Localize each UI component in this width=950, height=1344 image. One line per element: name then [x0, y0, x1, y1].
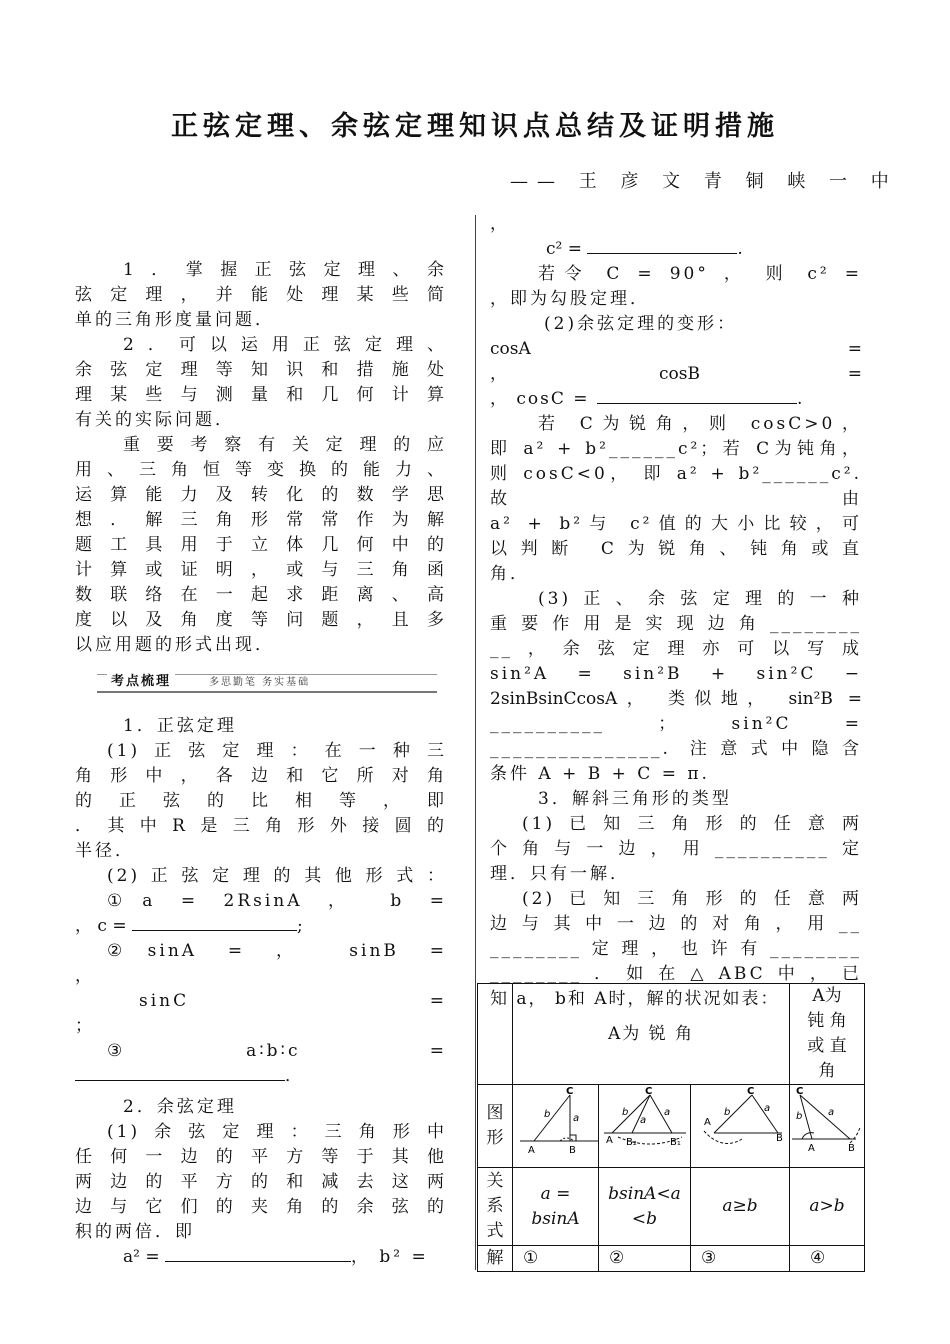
intro-line: 单的三角形度量问题．: [75, 310, 275, 330]
cosine-line: a² = ， b² =: [123, 1247, 429, 1267]
sine-line: sinC =: [139, 991, 447, 1011]
right-line: (2)已知三角形的任意两: [522, 889, 862, 909]
right-line: 2sinBsinCcosA， 类似地， sin²B =: [490, 689, 862, 709]
label-C: C: [565, 1086, 573, 1097]
left-column: [75, 258, 447, 1270]
relation-cell: a = bsinA: [513, 1168, 599, 1246]
intro-line: 运算能力及转化的数学思: [75, 485, 447, 505]
right-line: (1)已知三角形的任意两: [522, 814, 862, 834]
solution-blank-1: ①: [513, 1246, 599, 1272]
triangle-figure-4: [790, 1085, 864, 1159]
author-line: —— 王 彦 文 青 铜 峡 一 中: [510, 171, 898, 192]
right-line: cosA =: [490, 339, 862, 359]
sine-line: ；: [75, 1016, 92, 1036]
right-line: ，: [490, 214, 507, 234]
sine-line: ．: [75, 1064, 447, 1089]
sine-line: ．其中R是三角形外接圆的: [75, 816, 447, 836]
acute-header: A为 锐 角: [513, 984, 790, 1085]
intro-line: 题工具用于立体几何中的: [75, 535, 447, 555]
right-line: ， cosC = .: [490, 389, 805, 409]
obtuse-header: A为 钝 角 或 直 角: [790, 984, 865, 1085]
table-row: [478, 1168, 865, 1246]
solution-blank-3: ③: [691, 1246, 790, 1272]
intro-line: 用、三角恒等变换的能力、: [75, 460, 447, 480]
right-line: 重要作用是实现边角________: [490, 614, 862, 634]
row-label-figure: 图 形: [478, 1085, 513, 1168]
intro-line: 有关的实际问题．: [75, 410, 235, 430]
right-line: sin²A = sin²B + sin²C −: [490, 664, 862, 684]
table-row: [478, 984, 865, 1085]
relation-cell: a>b: [790, 1168, 865, 1246]
section-banner: [97, 674, 437, 694]
intro-line: 度以及角度等问题，且多: [75, 610, 447, 630]
triangle-figure-1: [514, 1085, 598, 1159]
figure-cell: [513, 1085, 599, 1168]
cosine-line: 积的两倍．即: [75, 1222, 195, 1242]
label-B: B: [568, 1145, 576, 1156]
table-row: [478, 1246, 865, 1272]
row-label-relation: 关 系 式: [478, 1168, 513, 1246]
label-a: a: [572, 1113, 579, 1124]
cosine-line: 边与它们的夹角的余弦的: [75, 1197, 447, 1217]
sine-line: 半径．: [75, 841, 135, 861]
relation-cell: bsinA<a <b: [599, 1168, 691, 1246]
right-line: __________ ； sin²C =: [490, 714, 862, 734]
row-label-solution: 解: [478, 1246, 513, 1272]
label-A: A: [605, 1135, 613, 1146]
blank: [597, 387, 797, 404]
label-C: C: [644, 1086, 652, 1097]
column-divider: [475, 215, 476, 1270]
label-B2: B₂: [625, 1137, 637, 1148]
intro-line: 计算或证明，或与三角函: [75, 560, 447, 580]
intro-line: 理某些与测量和几何计算: [75, 385, 447, 405]
blank: [132, 914, 297, 931]
right-line: 即 a² + b²______c²；若 C为钝角，: [490, 439, 862, 459]
intro-line: 余弦定理等知识和措施处: [75, 360, 447, 380]
right-line: 以判断 C为锐角、钝角或直: [490, 539, 862, 559]
sine-line: ，: [75, 966, 92, 986]
solution-blank-2: ②: [599, 1246, 691, 1272]
intro-line: 想．解三角形常常作为解: [75, 510, 447, 530]
intro-line: 1．掌握正弦定理、余: [123, 260, 447, 280]
right-line: 理．只有一解．: [490, 864, 630, 884]
intro-line: 以应用题的形式出现．: [75, 635, 275, 655]
right-line: _______________. 注意式中隐含: [490, 739, 862, 759]
label-A: A: [527, 1145, 535, 1156]
solution-cases-table: [477, 983, 865, 1272]
table-cell: [478, 984, 513, 1085]
right-line: c² = .: [546, 239, 743, 259]
right-line: (2)余弦定理的变形：: [544, 314, 738, 334]
right-line: 条件 A + B + C = π.: [490, 764, 710, 784]
section-heading: 2．余弦定理: [123, 1097, 237, 1117]
sine-line: ③a∶b∶c =: [107, 1041, 447, 1061]
sine-line: ②sinA = ， sinB =: [107, 941, 447, 961]
banner-subtitle: 多思勤笔 务实基础: [209, 677, 311, 688]
right-line: 若 C为锐角，则 cosC>0，: [538, 414, 862, 434]
right-line: ________．如在△ABC中，已: [490, 964, 862, 984]
banner-title: 考点梳理: [107, 674, 175, 690]
cosine-line: 任何一边的平方等于其他: [75, 1147, 447, 1167]
label-a: a: [663, 1107, 670, 1118]
sine-line: ①a = 2RsinA ， b =: [107, 891, 447, 911]
right-line: 知 a， b和 A时，解的状况如表：: [490, 989, 780, 1009]
right-line: 个角与一边，用__________定: [490, 839, 862, 859]
label-C: C: [746, 1086, 754, 1097]
table-row: [478, 1085, 865, 1168]
blank: [75, 1064, 285, 1081]
right-line: __，余弦定理亦可以写成: [490, 639, 862, 659]
label-a: a: [828, 1107, 835, 1118]
section-heading: 3．解斜三角形的类型: [538, 789, 732, 809]
cosine-line: 两边的平方的和减去这两: [75, 1172, 447, 1192]
right-column: [490, 212, 862, 1012]
right-line: 角．: [490, 564, 530, 584]
relation-cell: a≥b: [691, 1168, 790, 1246]
label-B: B: [775, 1133, 783, 1144]
label-A: A: [808, 1143, 815, 1154]
label-A: A: [703, 1117, 711, 1128]
blank: [587, 237, 737, 254]
page-title: 正弦定理、余弦定理知识点总结及证明措施: [171, 111, 779, 142]
intro-line: 重要考察有关定理的应: [123, 435, 447, 455]
right-line: ，即为勾股定理．: [490, 289, 650, 309]
right-line: ________定理，也许有________: [490, 939, 862, 959]
label-a: a: [763, 1103, 770, 1114]
sine-line: 角形中，各边和它所对角: [75, 766, 447, 786]
sine-line: ， c = ;: [75, 916, 303, 936]
right-line: 边与其中一边的对角，用__: [490, 914, 862, 934]
label-C: C: [796, 1086, 804, 1097]
sine-line: (2)正弦定理的其他形式：: [107, 866, 447, 886]
label-b: b: [723, 1107, 730, 1118]
figure-cell: [691, 1085, 790, 1168]
right-line: a² + b²与 c²值的大小比较，可: [490, 514, 862, 534]
figure-cell: [599, 1085, 691, 1168]
triangle-figure-3: [692, 1085, 789, 1159]
intro-line: 弦定理，并能处理某些简: [75, 285, 447, 305]
cosine-line: (1)余弦定理：三角形中: [107, 1122, 447, 1142]
sine-line: (1)正弦定理：在一种三: [107, 741, 447, 761]
triangle-figure-2: [600, 1085, 690, 1159]
blank: [165, 1245, 351, 1262]
sine-line: 的正弦的比相等，即: [75, 791, 447, 811]
right-line: 若令 C = 90° ， 则 c² =: [538, 264, 862, 284]
label-b: b: [621, 1107, 628, 1118]
intro-line: 数联络在一起求距离、高: [75, 585, 447, 605]
intro-line: 2．可以运用正弦定理、: [123, 335, 447, 355]
label-B: B: [848, 1143, 855, 1154]
label-a: a: [639, 1115, 646, 1126]
right-line: (3)正、余弦定理的一种: [538, 589, 862, 609]
label-b: b: [543, 1109, 550, 1120]
right-line: 则 cosC<0， 即 a² + b²______c². 故由: [490, 464, 862, 509]
figure-cell: [790, 1085, 865, 1168]
right-line: ， cosB =: [490, 364, 862, 384]
label-B1: B₁: [669, 1137, 681, 1148]
solution-blank-4: ④: [790, 1246, 865, 1272]
section-heading: 1．正弦定理: [123, 716, 237, 736]
label-b: b: [796, 1111, 803, 1122]
